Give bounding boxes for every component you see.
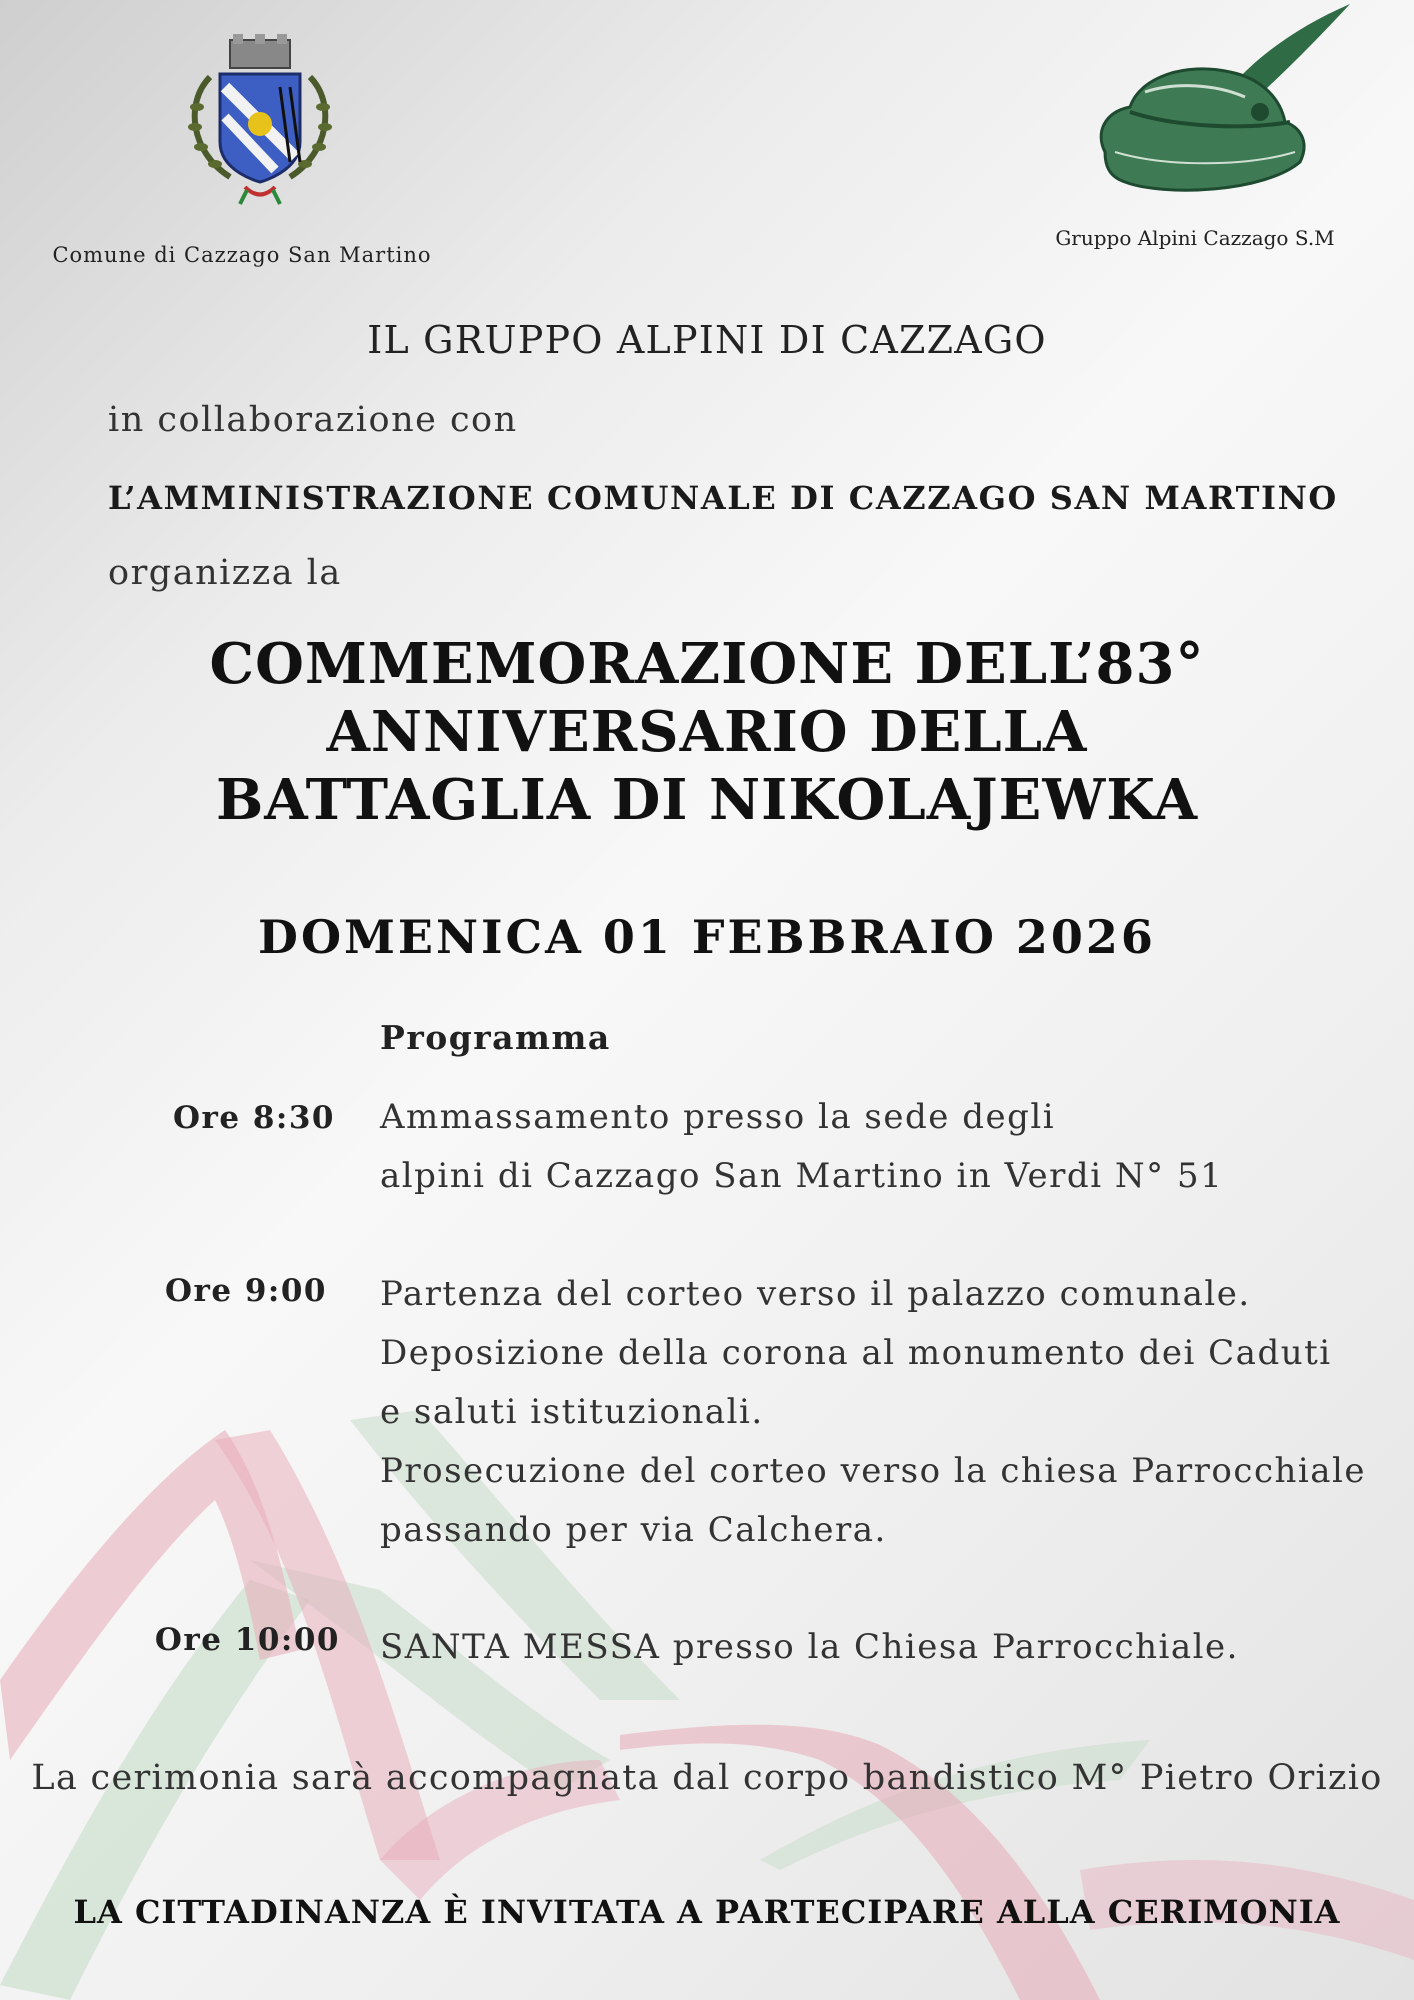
program-line: Prosecuzione del corteo verso la chiesa Parrocchiale [380, 1451, 1367, 1491]
invitation-text: LA CITTADINANZA È INVITATA A PARTECIPARE ALLA CERIMONIA [73, 1893, 1341, 1931]
program-time: Ore 8:30 [172, 1100, 335, 1136]
program-line: Deposizione della corona al monumento dei Caduti [380, 1333, 1332, 1373]
administration-heading: L’AMMINISTRAZIONE COMUNALE DI CAZZAGO SAN MARTINO [108, 479, 1338, 517]
organizes-text: organizza la [108, 553, 342, 593]
program-line: Ammassamento presso la sede degli [380, 1097, 1056, 1137]
gruppo-label: Gruppo Alpini Cazzago S.M [1055, 226, 1335, 250]
program-heading: Programma [380, 1018, 611, 1057]
event-title-line: BATTAGLIA DI NIKOLAJEWKA [215, 767, 1199, 833]
program-description [380, 1618, 1239, 1677]
alpini-hat-icon [1085, 2, 1355, 202]
collaboration-text: in collaborazione con [108, 400, 518, 440]
comune-label: Comune di Cazzago San Martino [52, 243, 432, 267]
organizer-heading: IL GRUPPO ALPINI DI CAZZAGO [367, 318, 1047, 362]
band-note: La cerimonia sarà accompagnata dal corpo bandistico M° Pietro Orizio [31, 1758, 1383, 1798]
program-line: passando per via Calchera. [380, 1510, 887, 1550]
program-line: Partenza del corteo verso il palazzo comunale. [380, 1274, 1251, 1314]
program-description [380, 1265, 1366, 1560]
municipal-coat-of-arms-icon [175, 32, 345, 207]
program-description [380, 1088, 1223, 1206]
program-line: e saluti istituzionali. [380, 1392, 764, 1432]
event-title [0, 630, 1414, 834]
event-title-line: ANNIVERSARIO DELLA [326, 699, 1088, 765]
program-line: alpini di Cazzago San Martino in Verdi N° 51 [380, 1156, 1224, 1196]
program-time: Ore 10:00 [154, 1622, 340, 1658]
program-line: SANTA MESSA presso la Chiesa Parrocchiale. [380, 1627, 1239, 1667]
event-title-line: COMMEMORAZIONE DELL’83° [209, 631, 1205, 697]
event-date: DOMENICA 01 FEBBRAIO 2026 [258, 910, 1156, 964]
program-time: Ore 9:00 [164, 1273, 327, 1309]
